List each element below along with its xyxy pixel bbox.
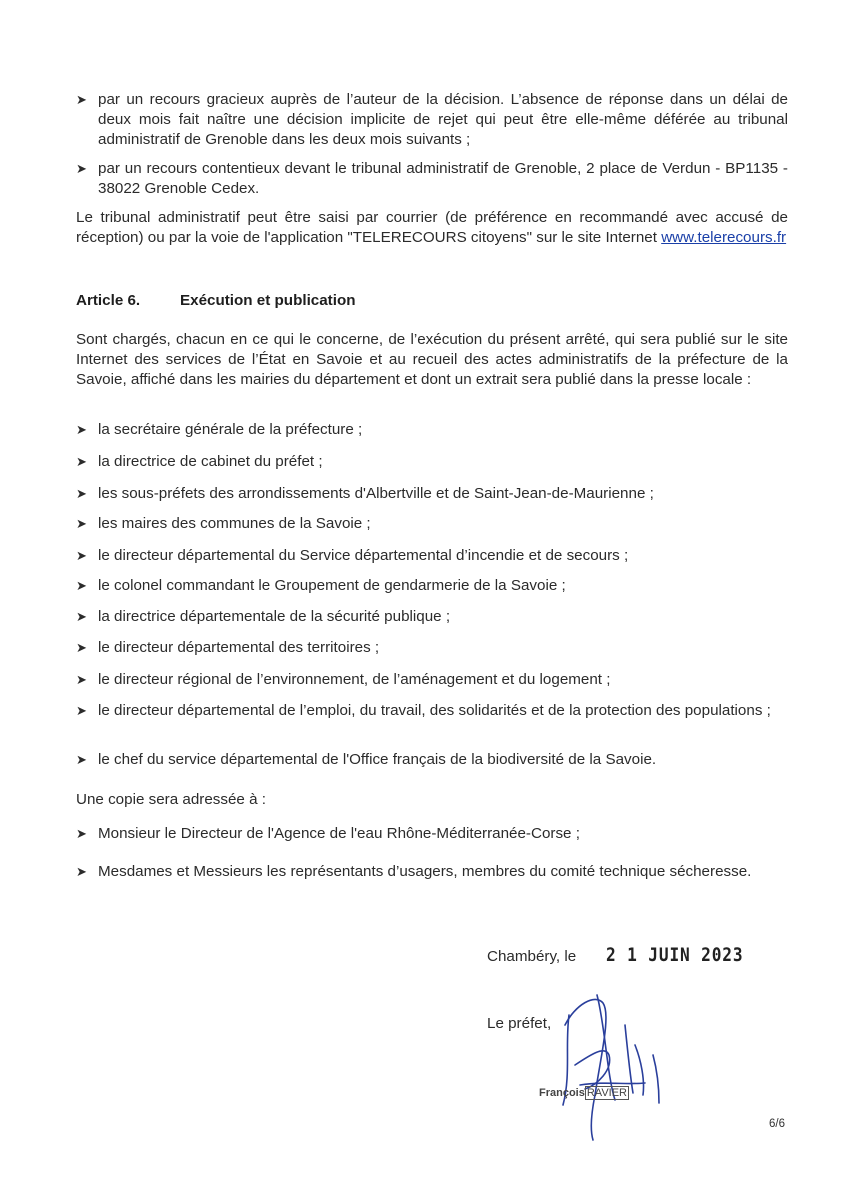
place-date: Chambéry, le <box>487 948 577 965</box>
handwritten-signature <box>535 985 685 1145</box>
list-item-text: la directrice de cabinet du préfet ; <box>98 453 323 470</box>
list-item-text: Mesdames et Messieurs les représentants d’usagers, membres du comité technique sécheresse. <box>98 863 752 880</box>
list-item <box>76 750 788 770</box>
arrowhead-bullet-icon: ➤ <box>76 422 87 437</box>
list-item <box>76 638 788 658</box>
list-item <box>76 862 788 882</box>
arrowhead-bullet-icon: ➤ <box>76 752 87 767</box>
list-item <box>76 701 788 721</box>
list-item-text: le chef du service départemental de l'Office français de la biodiversité de la Savoie. <box>98 751 657 768</box>
list-item-text: la secrétaire générale de la préfecture ; <box>98 421 363 438</box>
date-stamp: 2 1 JUIN 2023 <box>606 944 744 966</box>
list-item <box>76 159 788 199</box>
arrowhead-bullet-icon: ➤ <box>76 640 87 655</box>
arrowhead-bullet-icon: ➤ <box>76 454 87 469</box>
article-number: Article 6. <box>76 292 141 309</box>
list-item-text: par un recours contentieux devant le tribunal administratif de Grenoble, 2 place de Verdun - BP1135 - 38022 Grenoble Cedex. <box>98 160 788 197</box>
tribunal-paragraph-text: Le tribunal administratif peut être saisi par courrier (de préférence en recommandé avec accusé de réception) ou par la voie de l'application "TELERECOURS citoyens" sur le site Internet <box>76 209 788 246</box>
arrowhead-bullet-icon: ➤ <box>76 826 87 841</box>
arrowhead-bullet-icon: ➤ <box>76 486 87 501</box>
arrowhead-bullet-icon: ➤ <box>76 161 87 176</box>
list-item-text: la directrice départementale de la sécurité publique ; <box>98 608 451 625</box>
arrowhead-bullet-icon: ➤ <box>76 864 87 879</box>
page-number: 6/6 <box>769 1118 785 1130</box>
list-item-text: le directeur départemental de l’emploi, du travail, des solidarités et de la protection des populations ; <box>98 702 771 719</box>
list-item <box>76 514 788 534</box>
list-item-text: le directeur régional de l’environnement, de l’aménagement et du logement ; <box>98 671 611 688</box>
list-item <box>76 484 788 504</box>
list-item-text: les maires des communes de la Savoie ; <box>98 515 371 532</box>
list-item-text: par un recours gracieux auprès de l’auteur de la décision. L’absence de réponse dans un délai de deux mois fait naître une décision implicite de rejet qui peut être elle-même déférée au tribunal administratif de Grenoble dans les deux mois suivants ; <box>98 91 788 148</box>
article-heading <box>76 292 356 309</box>
arrowhead-bullet-icon: ➤ <box>76 609 87 624</box>
list-item-text: Monsieur le Directeur de l'Agence de l'eau Rhône-Méditerranée-Corse ; <box>98 825 580 842</box>
execution-paragraph: Sont chargés, chacun en ce qui le concerne, de l’exécution du présent arrêté, qui sera publié sur le site Internet des services de l’État en Savoie et au recueil des actes administratifs de la préfecture de la Savoie, affiché dans les mairies du département et dont un extrait sera publié dans la presse locale : <box>76 331 788 388</box>
arrowhead-bullet-icon: ➤ <box>76 92 87 107</box>
list-item <box>76 824 788 844</box>
list-item <box>76 452 788 472</box>
article-title: Exécution et publication <box>180 292 356 309</box>
list-item <box>76 576 788 596</box>
arrowhead-bullet-icon: ➤ <box>76 703 87 718</box>
list-item <box>76 420 788 440</box>
list-item-text: le directeur départemental du Service départemental d’incendie et de secours ; <box>98 547 629 564</box>
signer-name <box>539 1087 629 1099</box>
signer-title: Le préfet, <box>487 1015 552 1032</box>
list-item-text: les sous-préfets des arrondissements d'Albertville et de Saint-Jean-de-Maurienne ; <box>98 485 654 502</box>
signer-first-name: François <box>539 1087 585 1099</box>
list-item-text: le directeur départemental des territoires ; <box>98 639 380 656</box>
list-item <box>76 90 788 150</box>
telerecours-link[interactable]: www.telerecours.fr <box>661 229 787 246</box>
list-item-text: le colonel commandant le Groupement de gendarmerie de la Savoie ; <box>98 577 566 594</box>
tribunal-paragraph <box>76 208 788 248</box>
signer-last-name: RAVIER <box>586 1087 627 1099</box>
arrowhead-bullet-icon: ➤ <box>76 548 87 563</box>
arrowhead-bullet-icon: ➤ <box>76 578 87 593</box>
arrowhead-bullet-icon: ➤ <box>76 516 87 531</box>
arrowhead-bullet-icon: ➤ <box>76 672 87 687</box>
copy-intro: Une copie sera adressée à : <box>76 791 266 808</box>
list-item <box>76 607 788 627</box>
list-item <box>76 546 788 566</box>
list-item <box>76 670 788 690</box>
